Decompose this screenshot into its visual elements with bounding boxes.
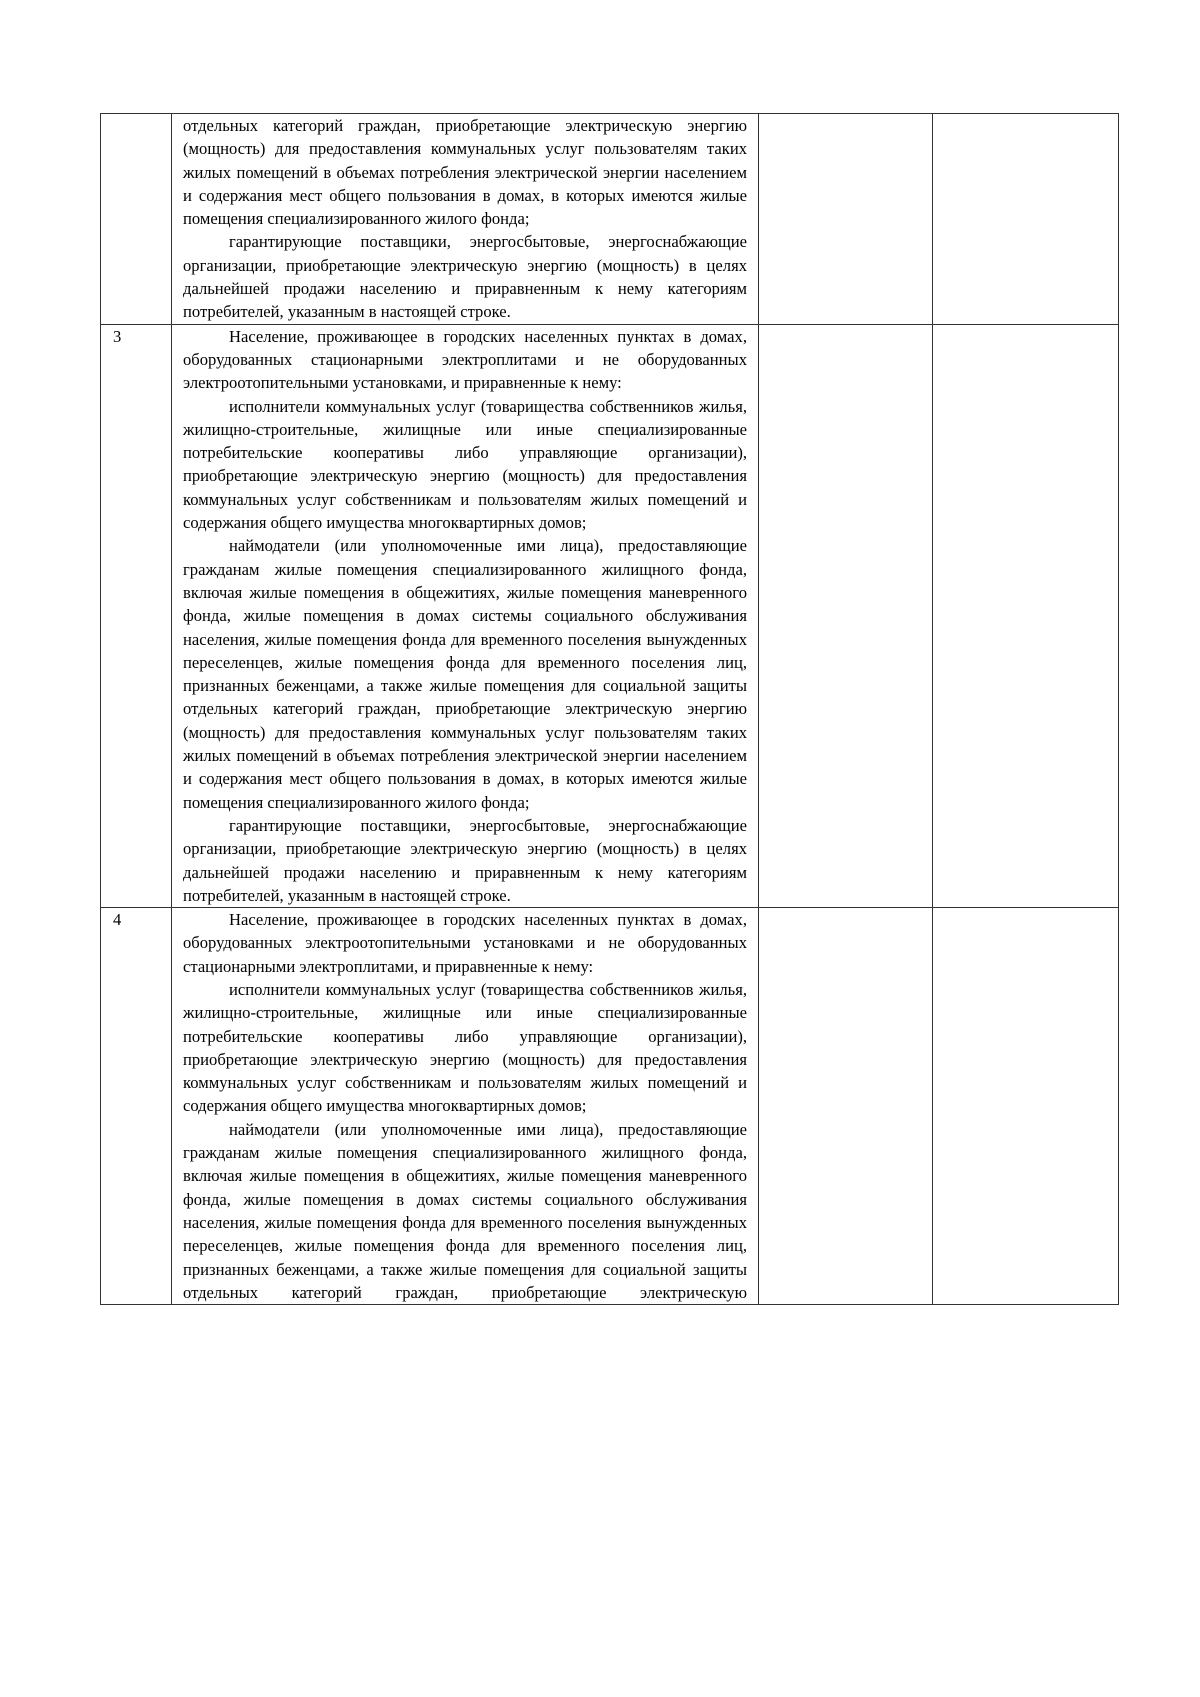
value-cell-2 [933,324,1119,907]
description-paragraph: исполнители коммунальных услуг (товарищества собственников жилья, жилищно-строительные, жилищные или иные специализированные потребительские кооперативы либо управляющие организации), приобретающие электрическую энергию (мощность) для предоставления коммунальных услуг собственникам и пользователям жилых помещений и содержания общего имущества многоквартирных домов; [183,979,747,1116]
description-paragraph: Население, проживающее в городских населенных пунктах в домах, оборудованных электроотопительными установками и не оборудованных стационарными электроплитами, и приравненные к нему: [183,910,747,976]
row-number-cell: 4 [101,908,172,1305]
tariff-table [100,113,1119,1305]
description-cell [172,908,759,1305]
value-cell-1 [759,114,933,325]
description-paragraph: Население, проживающее в городских населенных пунктах в домах, оборудованных стационарными электроплитами и не оборудованных электроотопительными установками, и приравненные к нему: [183,326,747,393]
table-body [101,114,1119,1305]
description-paragraph: наймодатели (или уполномоченные ими лица), предоставляющие гражданам жилые помещения специализированного жилищного фонда, включая жилые помещения в общежитиях, жилые помещения маневренного фонда, жилые помещения в домах системы социального обслуживания населения, жилые помещения фонда для временного поселения вынужденных переселенцев, жилые помещения фонда для временного поселения лиц, признанных беженцами, а также жилые помещения для социальной защиты отдельных категорий граждан, приобретающие электрическую [183,1119,747,1302]
description-cell [172,324,759,907]
value-cell-2 [933,908,1119,1305]
description-paragraph: наймодатели (или уполномоченные ими лица), предоставляющие гражданам жилые помещения специализированного жилищного фонда, включая жилые помещения в общежитиях, жилые помещения маневренного фонда, жилые помещения в домах системы социального обслуживания населения, жилые помещения фонда для временного поселения вынужденных переселенцев, жилые помещения фонда для временного поселения лиц, признанных беженцами, а также жилые помещения для социальной защиты отдельных категорий граждан, приобретающие электрическую энергию (мощность) для предоставления коммунальных услуг пользователям таких жилых помещений в объемах потребления электрической энергии населением и содержания мест общего пользования в домах, в которых имеются жилые помещения специализированного жилого фонда; [183,536,747,812]
description-paragraph: исполнители коммунальных услуг (товарищества собственников жилья, жилищно-строительные, жилищные или иные специализированные потребительские кооперативы либо управляющие организации), приобретающие электрическую энергию (мощность) для предоставления коммунальных услуг собственникам и пользователям жилых помещений и содержания общего имущества многоквартирных домов; [183,396,747,533]
value-cell-1 [759,908,933,1305]
description-paragraph: гарантирующие поставщики, энергосбытовые, энергоснабжающие организации, приобретающие электрическую энергию (мощность) в целях дальнейшей продажи населению и приравненным к нему категориям потребителей, указанным в настоящей строке. [183,815,747,905]
row-number-cell: 3 [101,324,172,907]
description-paragraph: отдельных категорий граждан, приобретающие электрическую энергию (мощность) для предоставления коммунальных услуг пользователям таких жилых помещений в объемах потребления электрической энергии населением и содержания мест общего пользования в домах, в которых имеются жилые помещения специализированного жилого фонда; [183,116,747,229]
table-row [101,908,1119,1305]
value-cell-1 [759,324,933,907]
value-cell-2 [933,114,1119,325]
description-paragraph: гарантирующие поставщики, энергосбытовые, энергоснабжающие организации, приобретающие электрическую энергию (мощность) в целях дальнейшей продажи населению и приравненным к нему категориям потребителей, указанным в настоящей строке. [183,232,747,322]
description-cell [172,114,759,325]
table-row [101,114,1119,325]
row-number-cell [101,114,172,325]
table-row [101,324,1119,907]
